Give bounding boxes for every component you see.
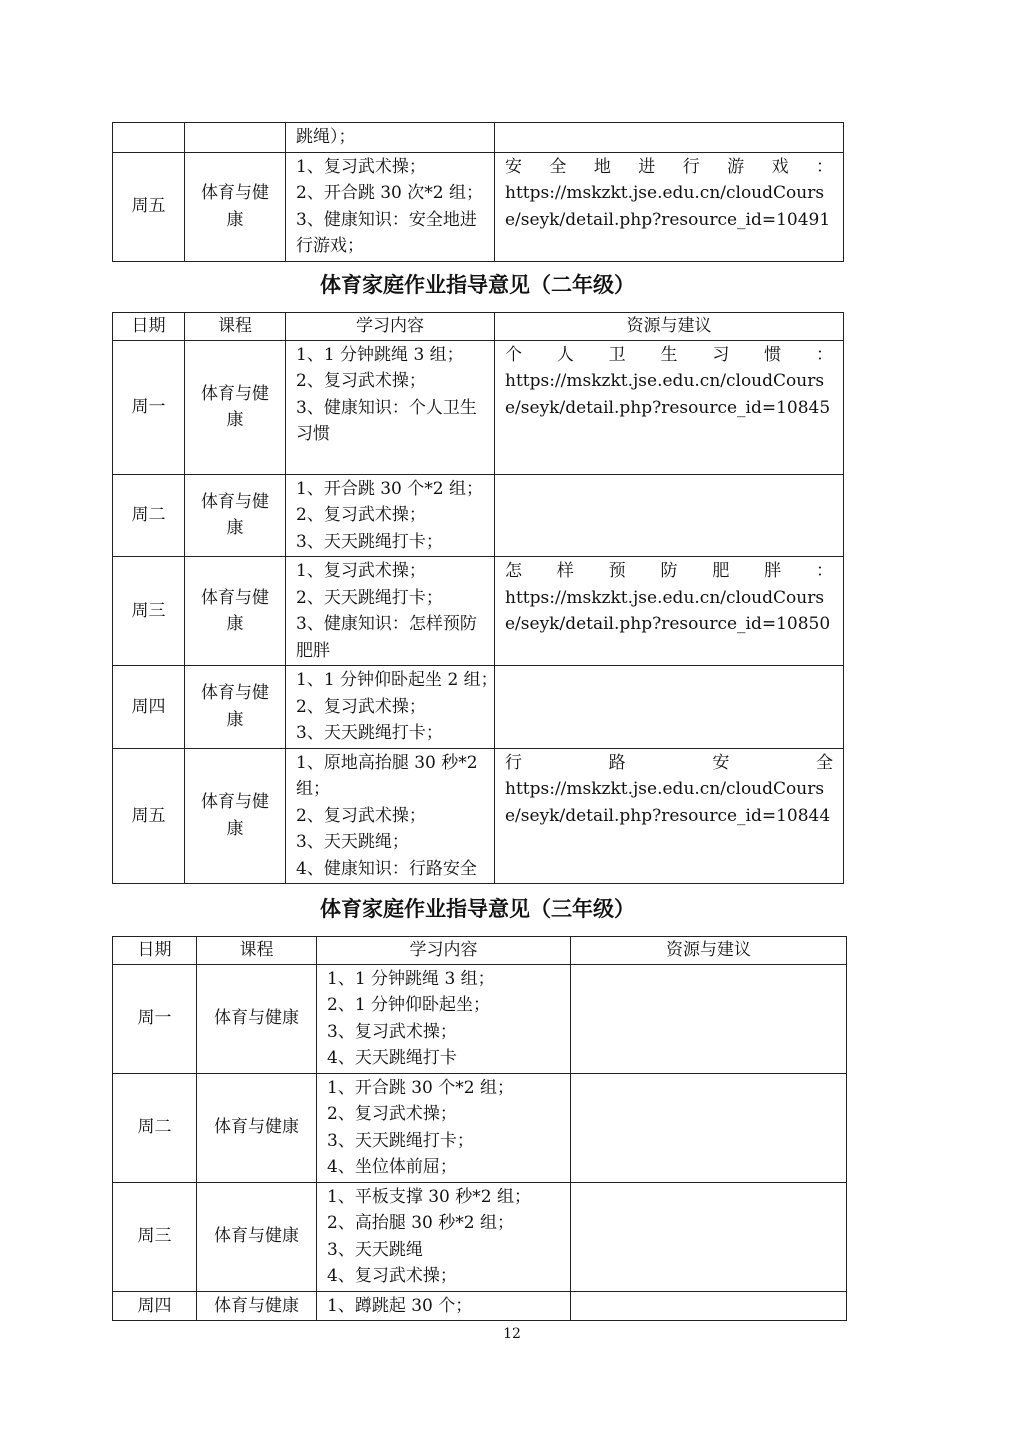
content-line: 肥胖 <box>296 640 330 661</box>
content-line: 4、坐位体前屈； <box>327 1157 457 1177</box>
content-line: 3、复习武术操； <box>327 1021 457 1042</box>
course-label: 体育与健康 <box>201 383 269 430</box>
day-cell: 周三 <box>113 557 185 666</box>
table-row <box>113 666 844 749</box>
course-cell: 体育与健康 <box>197 1073 317 1182</box>
content-line: 2、复习武术操； <box>296 505 426 525</box>
content-line: 3、天天跳绳打卡； <box>327 1130 474 1151</box>
resource-cell <box>495 557 844 666</box>
content-line: 3、健康知识：安全地进 <box>296 209 477 230</box>
content-cell <box>286 557 495 666</box>
course-cell <box>185 474 286 557</box>
content-line: 3、天天跳绳打卡； <box>296 531 443 552</box>
course-cell: 体育与健康 <box>197 964 317 1073</box>
table-row <box>113 1182 847 1291</box>
content-line: 1、1 分钟跳绳 3 组； <box>296 344 464 365</box>
content-line: 2、天天跳绳打卡； <box>296 587 443 608</box>
content-line: 2、高抬腿 30 秒*2 组； <box>327 1213 514 1233</box>
header-date: 日期 <box>113 313 185 341</box>
resource-cell <box>495 123 844 153</box>
content-line: 1、1 分钟跳绳 3 组； <box>327 968 495 989</box>
content-line: 1、开合跳 30 个*2 组； <box>296 478 483 499</box>
content-line: 3、健康知识：个人卫生 <box>296 397 477 418</box>
header-date: 日期 <box>113 937 197 965</box>
resource-cell <box>571 964 847 1073</box>
table-row <box>113 340 844 474</box>
resource-cell <box>495 340 844 474</box>
header-row <box>113 313 844 341</box>
content-line: 1、1 分钟仰卧起坐 2 组； <box>296 670 498 690</box>
content-line: 2、1 分钟仰卧起坐； <box>327 995 491 1015</box>
content-line: 1、复习武术操； <box>296 156 426 177</box>
resource-link[interactable]: https://mskzkt.jse.edu.cn/cloudCourse/seyk/detail.php?resource_id=10845 <box>505 371 831 418</box>
resource-label: 个 人 卫 生 习 惯 ： <box>505 344 833 365</box>
content-cell <box>317 1291 571 1321</box>
table-row <box>113 152 844 261</box>
resource-cell <box>571 1291 847 1321</box>
day-cell: 周五 <box>113 748 185 884</box>
resource-cell <box>495 152 844 261</box>
resource-link[interactable]: https://mskzkt.jse.edu.cn/cloudCourse/seyk/detail.php?resource_id=10844 <box>505 779 831 826</box>
day-cell: 周二 <box>113 474 185 557</box>
day-cell: 周二 <box>113 1073 197 1182</box>
content-line: 2、复习武术操； <box>296 805 426 826</box>
content-line: 4、天天跳绳打卡 <box>327 1048 457 1068</box>
table-row <box>113 474 844 557</box>
resource-label: 安 全 地 进 行 游 戏 ： <box>505 156 833 177</box>
content-line: 2、复习武术操； <box>327 1104 457 1124</box>
header-content: 学习内容 <box>317 937 571 965</box>
content-line: 2、开合跳 30 次*2 组； <box>296 183 483 203</box>
day-cell <box>113 123 185 153</box>
day-cell: 周四 <box>113 666 185 749</box>
course-cell <box>185 123 286 153</box>
resource-cell <box>495 748 844 884</box>
header-row <box>113 937 847 965</box>
content-line: 1、蹲跳起 30 个； <box>327 1295 473 1316</box>
content-line: 1、开合跳 30 个*2 组； <box>327 1077 514 1098</box>
day-cell: 周五 <box>113 152 185 261</box>
content-line: 组； <box>296 779 330 799</box>
course-cell: 体育与健康 <box>197 1182 317 1291</box>
content-line: 3、天天跳绳打卡； <box>296 723 443 743</box>
course-label: 体育与健康 <box>201 587 269 634</box>
resource-cell <box>571 1073 847 1182</box>
course-label: 体育与健康 <box>201 792 269 839</box>
course-label: 体育与健康 <box>201 183 269 230</box>
page-number: 12 <box>503 1326 521 1342</box>
content-line: 4、健康知识：行路安全 <box>296 858 477 879</box>
course-cell <box>185 557 286 666</box>
content-line: 3、健康知识：怎样预防 <box>296 614 477 634</box>
table-row <box>113 557 844 666</box>
content-cell <box>286 152 495 261</box>
content-cell <box>286 340 495 474</box>
course-label: 体育与健康 <box>201 491 269 539</box>
course-cell: 体育与健康 <box>197 1291 317 1321</box>
course-label: 体育与健康 <box>201 683 269 730</box>
course-cell <box>185 340 286 474</box>
table-row <box>113 123 844 153</box>
header-resource: 资源与建议 <box>495 313 844 341</box>
content-line: 1、复习武术操； <box>296 561 426 581</box>
content-line: 1、平板支撑 30 秒*2 组； <box>327 1186 531 1207</box>
content-line: 2、复习武术操； <box>296 371 426 391</box>
resource-link[interactable]: https://mskzkt.jse.edu.cn/cloudCourse/seyk/detail.php?resource_id=10491 <box>505 183 831 230</box>
table-row <box>113 1291 847 1321</box>
course-cell <box>185 748 286 884</box>
header-content: 学习内容 <box>286 313 495 341</box>
resource-label: 怎 样 预 防 肥 胖 ： <box>505 561 833 581</box>
course-cell <box>185 152 286 261</box>
content-line: 跳绳）； <box>296 127 356 147</box>
header-course: 课程 <box>197 937 317 965</box>
content-cell <box>286 666 498 749</box>
content-cell <box>286 474 495 557</box>
grade3-table <box>112 936 847 1321</box>
header-course: 课程 <box>185 313 286 341</box>
content-line: 4、复习武术操； <box>327 1266 457 1286</box>
grade2-title: 体育家庭作业指导意见（二年级） <box>320 273 635 297</box>
resource-cell <box>495 474 844 557</box>
table-row <box>113 748 844 884</box>
table-row <box>113 1073 847 1182</box>
content-line: 习惯 <box>296 424 330 444</box>
content-line: 1、原地高抬腿 30 秒*2 <box>296 752 478 773</box>
grade3-title: 体育家庭作业指导意见（三年级） <box>320 897 635 921</box>
content-line: 行游戏； <box>296 236 364 256</box>
content-cell <box>317 964 571 1073</box>
day-cell: 周三 <box>113 1182 197 1291</box>
day-cell: 周一 <box>113 964 197 1073</box>
day-cell: 周一 <box>113 340 185 474</box>
grade1-tail-table <box>112 122 844 262</box>
resource-cell <box>495 666 844 749</box>
content-cell <box>286 748 495 884</box>
resource-cell <box>571 1182 847 1291</box>
content-cell <box>317 1182 571 1291</box>
content-line: 3、天天跳绳； <box>296 832 409 852</box>
day-cell: 周四 <box>113 1291 197 1321</box>
table-row <box>113 964 847 1073</box>
content-cell <box>317 1073 571 1182</box>
content-line: 2、复习武术操； <box>296 696 426 717</box>
content-cell <box>286 123 495 153</box>
grade2-table <box>112 312 844 884</box>
header-resource: 资源与建议 <box>571 937 847 965</box>
resource-link[interactable]: https://mskzkt.jse.edu.cn/cloudCourse/seyk/detail.php?resource_id=10850 <box>505 587 831 634</box>
content-line: 3、天天跳绳 <box>327 1239 423 1260</box>
resource-label: 行 路 安 全 <box>505 752 833 773</box>
course-cell <box>185 666 286 749</box>
